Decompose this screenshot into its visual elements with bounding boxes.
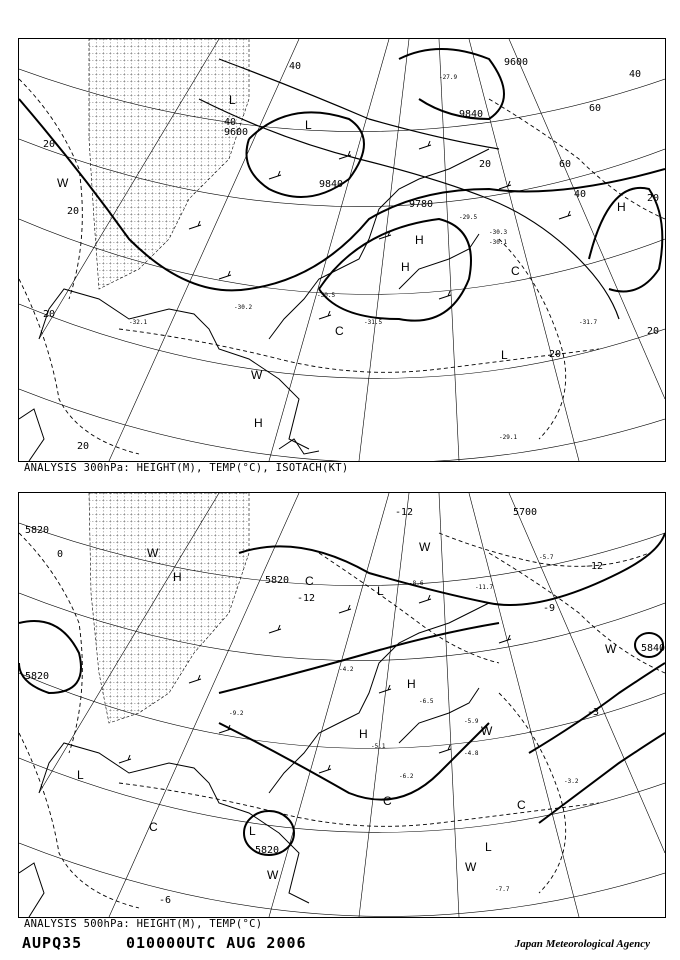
station-value: -6.5 [419,698,434,705]
contour-label: 20 [479,159,492,170]
station-value: -27.9 [439,74,458,81]
contour-label: 40 [574,189,587,200]
contour-label: 20 [43,309,56,320]
isotach-lines [199,59,619,319]
station-value: -8.6 [409,580,424,587]
center-marker: H [617,200,626,214]
contour-label: 60 [559,159,572,170]
hatched-region [89,493,249,723]
center-marker: L [77,768,84,782]
agency-name: Japan Meteorological Agency [514,938,650,950]
center-marker: H [173,570,182,584]
coastlines [19,603,489,917]
contour-label: -3 [587,707,600,718]
contour-label: -9 [543,603,556,614]
chart-code: AUPQ35 [22,934,83,952]
contour-label: 5840 [641,643,665,654]
center-marker: H [401,260,410,274]
contour-label: 20 [77,441,90,452]
hatched-region [89,39,249,289]
contour-label: -12 [297,593,316,604]
station-value: -30.5 [317,292,336,299]
center-marker: C [383,794,392,808]
center-marker: W [605,642,617,656]
contour-label: 0 [57,549,64,560]
contour-label: 5820 [25,525,50,536]
contour-label: 9600 [224,127,249,138]
caption-500hpa: ANALYSIS 500hPa: HEIGHT(M), TEMP(°C) [24,918,263,930]
center-marker: W [57,176,69,190]
center-marker: L [377,584,384,598]
caption-300hpa: ANALYSIS 300hPa: HEIGHT(M), TEMP(°C), ISOTACH(KT) [24,462,349,474]
map-panel-500hpa [18,492,666,918]
contour-label: 40 [629,69,642,80]
station-value: -29.5 [459,214,478,221]
center-marker: H [254,416,263,430]
contour-label: 5820 [265,575,290,586]
contour-label: -6 [159,895,172,906]
contour-label: 20 [67,206,80,217]
center-marker: L [229,93,236,107]
weather-map-500hpa [19,493,665,917]
center-marker: H [407,677,416,691]
station-value: -29.1 [499,434,518,441]
contour-label: 40 [289,61,302,72]
contour-label: 9840 [459,109,484,120]
center-marker: L [249,824,256,838]
center-marker: C [335,324,344,338]
contour-label: 5820 [255,845,280,856]
center-marker: C [149,820,158,834]
center-marker: H [359,727,368,741]
contour-label: 40 [224,117,237,128]
center-marker: L [305,118,312,132]
center-marker: C [517,798,526,812]
station-value: -30.3 [489,229,508,236]
contour-label: 60 [589,103,602,114]
station-value: -31.5 [364,319,383,326]
station-value: -30.1 [489,239,508,246]
center-marker: C [511,264,520,278]
station-value: -5.9 [464,718,479,725]
center-marker: W [267,868,279,882]
center-marker: W [147,546,159,560]
center-marker: C [305,574,314,588]
station-value: -30.2 [234,304,253,311]
station-value: -32.1 [129,319,148,326]
station-value: -5.1 [371,743,386,750]
station-value: -31.7 [579,319,598,326]
station-value: -4.2 [339,666,354,673]
center-marker: L [501,348,508,362]
center-marker: L [485,840,492,854]
contour-label: 5700 [513,507,538,518]
station-value: -5.7 [539,554,554,561]
contour-label: 20 [647,193,660,204]
contour-label: 9600 [504,57,529,68]
contour-label: 9840 [319,179,344,190]
center-marker: H [415,233,424,247]
contour-label: 20 [43,139,56,150]
station-value: -11.7 [475,584,494,591]
station-value: -3.2 [564,778,579,785]
station-value: -9.2 [229,710,244,717]
contour-label: 5820 [25,671,50,682]
station-value: -6.2 [399,773,414,780]
weather-map-300hpa [19,39,665,461]
center-marker: W [251,368,263,382]
valid-time: 010000UTC AUG 2006 [126,934,307,952]
station-value: -7.7 [495,886,510,893]
center-marker: W [465,860,477,874]
contour-label: 9780 [409,199,434,210]
contour-label: -12 [395,507,414,518]
center-marker: W [481,724,493,738]
center-marker: W [419,540,431,554]
wind-barbs [189,141,571,319]
station-value: -4.8 [464,750,479,757]
map-panel-300hpa [18,38,666,462]
contour-label: 20 [647,326,660,337]
contour-label: -12 [585,561,604,572]
contour-label: 20 [549,349,562,360]
